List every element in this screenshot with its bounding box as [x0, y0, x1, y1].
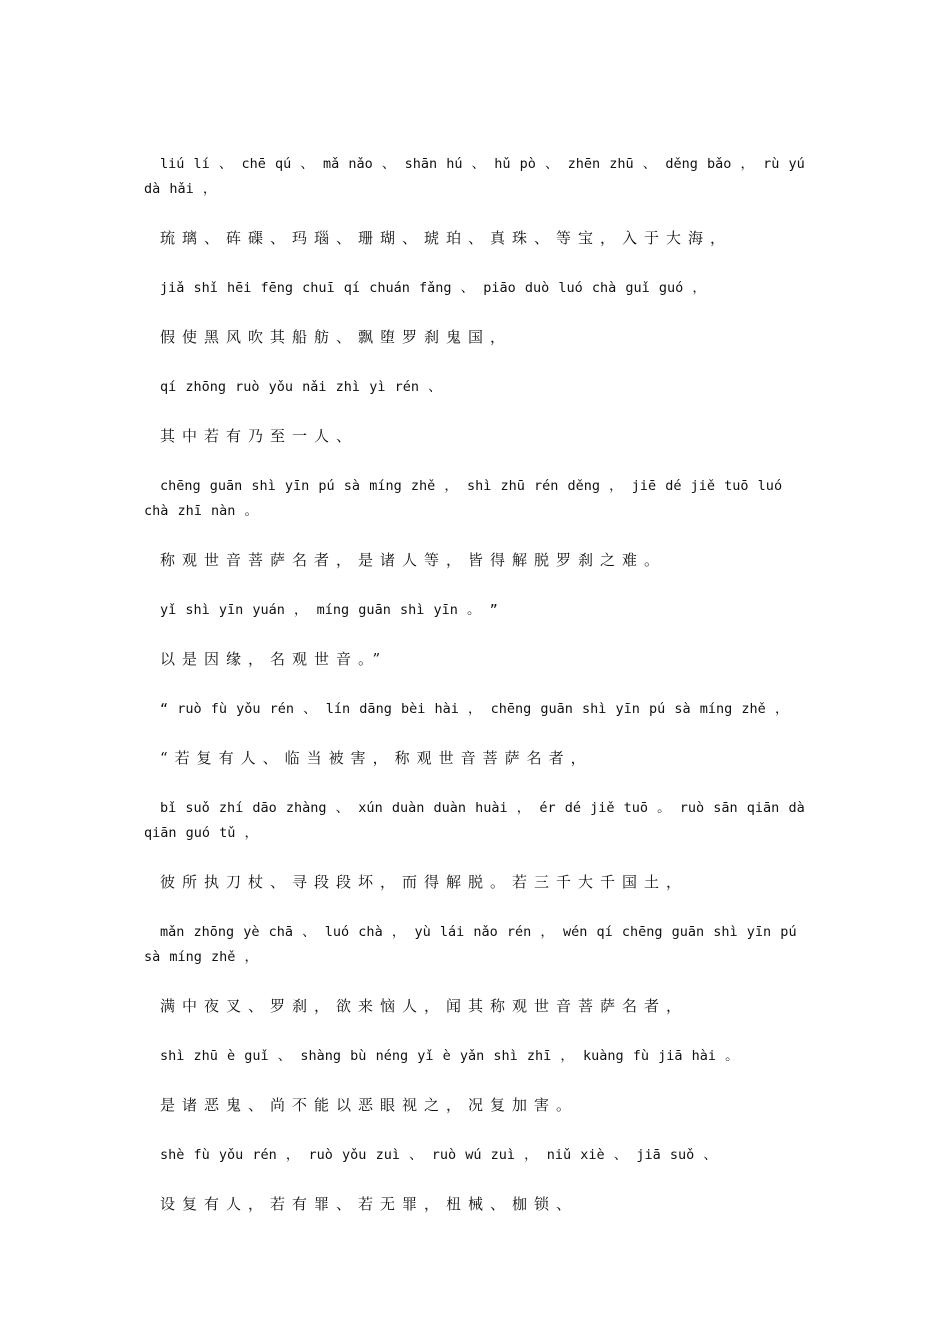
chinese-line: 设复有人，若有罪、若无罪，杻械、枷锁、 — [160, 1195, 579, 1213]
pinyin-line: yǐ shì yīn yuán ， míng guān shì yīn 。 ” — [160, 602, 498, 618]
chinese-line: 彼所执刀杖、寻段段坏，而得解脱。若三千大千国土， — [160, 873, 689, 891]
chinese-line: 以是因缘，名观世音。” — [160, 650, 388, 668]
pinyin-line: jiǎ shǐ hēi fēng chuī qí chuán fǎng 、 piāo duò luó chà guǐ guó ， — [160, 280, 706, 296]
chinese-line: 琉璃、砗磲、玛瑙、珊瑚、琥珀、真珠、等宝，入于大海， — [160, 229, 733, 247]
pinyin-line: bǐ suǒ zhí dāo zhàng 、 xún duàn duàn huài ， ér dé jiě tuō 。 ruò sān qiān dà qiān guó tǔ ， — [144, 800, 805, 841]
sutra-text-body — [144, 152, 808, 1242]
pinyin-line: “ ruò fù yǒu rén 、 lín dāng bèi hài ， chēng guān shì yīn pú sà míng zhě ， — [160, 701, 789, 717]
pinyin-line: qí zhōng ruò yǒu nǎi zhì yì rén 、 — [160, 379, 442, 395]
chinese-line: 满中夜叉、罗刹，欲来恼人，闻其称观世音菩萨名者， — [160, 997, 689, 1015]
pinyin-line: chēng guān shì yīn pú sà míng zhě ， shì zhū rén děng ， jiē dé jiě tuō luó chà zhī nàn 。 — [144, 478, 783, 519]
pinyin-line: shì zhū è guǐ 、 shàng bù néng yǐ è yǎn shì zhī ， kuàng fù jiā hài 。 — [160, 1048, 739, 1064]
chinese-line: 称观世音菩萨名者，是诸人等，皆得解脱罗刹之难。 — [160, 551, 667, 569]
chinese-line: “若复有人、临当被害，称观世音菩萨名者， — [160, 749, 593, 767]
chinese-line: 假使黑风吹其船舫、飘堕罗刹鬼国， — [160, 328, 513, 346]
chinese-line: 是诸恶鬼、尚不能以恶眼视之，况复加害。 — [160, 1096, 579, 1114]
pinyin-line: shè fù yǒu rén ， ruò yǒu zuì 、 ruò wú zuì ， niǔ xiè 、 jiā suǒ 、 — [160, 1147, 717, 1163]
chinese-line: 其中若有乃至一人、 — [160, 427, 359, 445]
pinyin-line: liú lí 、 chē qú 、 mǎ nǎo 、 shān hú 、 hǔ pò 、 zhēn zhū 、 děng bǎo ， rù yú dà hǎi ， — [144, 156, 805, 197]
pinyin-line: mǎn zhōng yè chā 、 luó chà ， yù lái nǎo rén ， wén qí chēng guān shì yīn pú sà míng zhě ， — [144, 924, 797, 965]
